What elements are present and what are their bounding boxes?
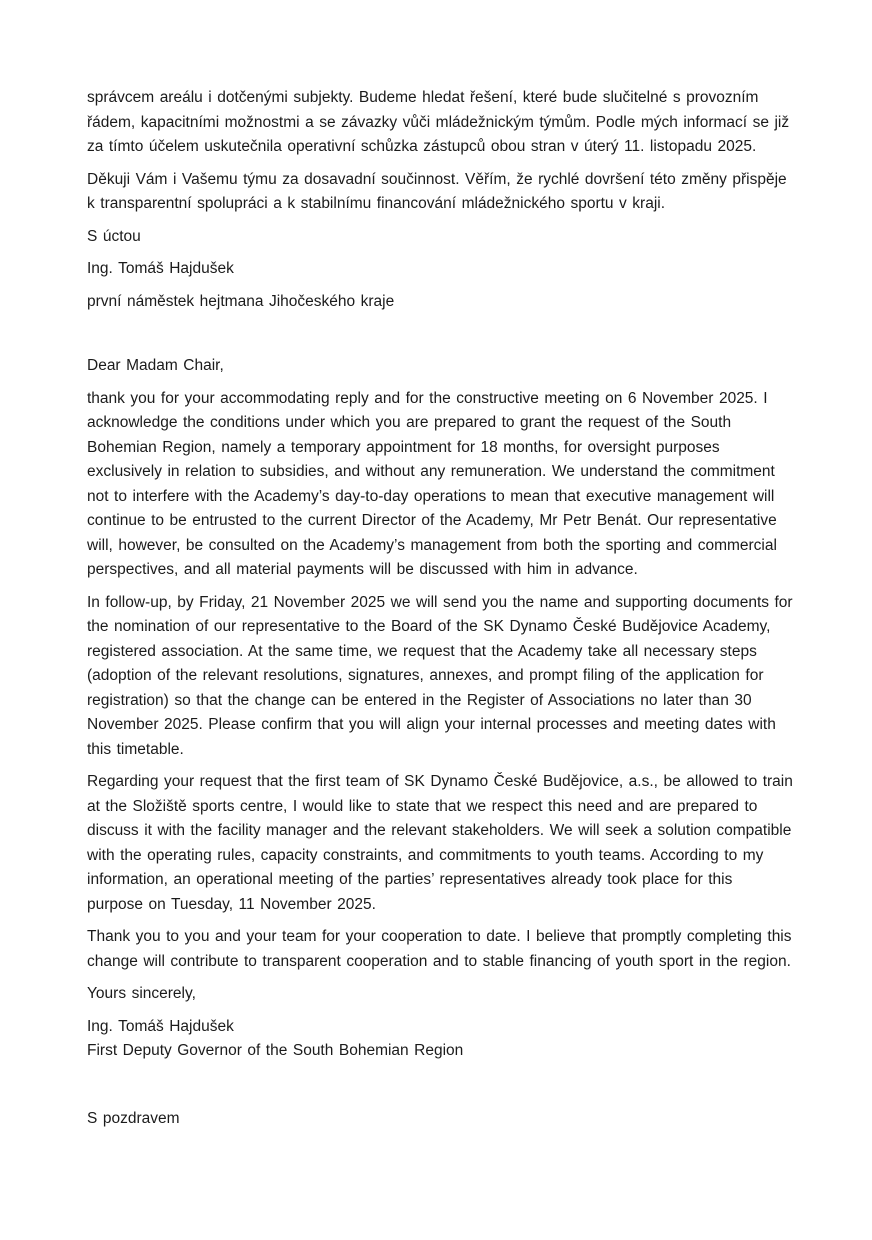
english-paragraph-2: In follow-up, by Friday, 21 November 2025 we will send you the name and supporting documents for the nomination of our representative to the Board of the SK Dynamo České Budějovice Academy, registered association. At the same time, we request that the Academy take all necessary steps (adoption of the relevant resolutions, signatures, annexes, and prompt filing of the application for registration) so that the change can be entered in the Register of Associations no later than 30 November 2025. Please confirm that you will align your internal processes and meeting dates with this timetable. (87, 593, 793, 758)
czech-signature-title: první náměstek hejtmana Jihočeského kraje (87, 292, 395, 310)
czech-closing: S úctou (87, 227, 141, 245)
english-paragraph-1: thank you for your accommodating reply and for the constructive meeting on 6 November 2025. I acknowledge the conditions under which you are prepared to grant the request of the South Bohemian Region, namely a temporary appointment for 18 months, for oversight purposes exclusively in relation to subsidies, and without any remuneration. We understand the commitment not to interfere with the Academy’s day-to-day operations to mean that executive management will continue to be entrusted to the current Director of the Academy, Mr Petr Benát. Our representative will, however, be consulted on the Academy’s management from both the sporting and commercial perspectives, and all material payments will be discussed with him in advance. (87, 389, 777, 578)
english-paragraph-4: Thank you to you and your team for your cooperation to date. I believe that promptly completing this change will contribute to transparent cooperation and to stable financing of youth sport in the region. (87, 928, 792, 970)
czech-footer-closing: S pozdravem (87, 1109, 180, 1127)
czech-signature-name: Ing. Tomáš Hajdušek (87, 260, 234, 277)
english-salutation: Dear Madam Chair, (87, 357, 224, 374)
english-signature-block (87, 1015, 793, 1064)
english-signature-title: First Deputy Governor of the South Bohemian Region (87, 1042, 464, 1059)
czech-paragraph-1: správcem areálu i dotčenými subjekty. Budeme hledat řešení, které bude slučitelné s provozním řádem, kapacitními možnostmi a se závazky vůči mládežnickým týmům. Podle mých informací se již za tímto účelem uskutečnila operativní schůzka zástupců obou stran v úterý 11. listopadu 2025. (87, 89, 790, 155)
english-closing: Yours sincerely, (87, 985, 196, 1002)
english-paragraph-3: Regarding your request that the first team of SK Dynamo České Budějovice, a.s., be allowed to train at the Složiště sports centre, I would like to state that we respect this need and are prepared to discuss it with the facility manager and the relevant stakeholders. We will seek a solution compatible with the operating rules, capacity constraints, and commitments to youth teams. According to my information, an operational meeting of the parties’ representatives already took place for this purpose on Tuesday, 11 November 2025. (87, 773, 793, 913)
letter-content (87, 86, 793, 1139)
czech-paragraph-2: Děkuji Vám i Vašemu týmu za dosavadní součinnost. Věřím, že rychlé dovršení této změny přispěje k transparentní spolupráci a k stabilnímu financování mládežnického sportu v kraji. (87, 170, 787, 212)
english-signature-name: Ing. Tomáš Hajdušek (87, 1017, 234, 1035)
